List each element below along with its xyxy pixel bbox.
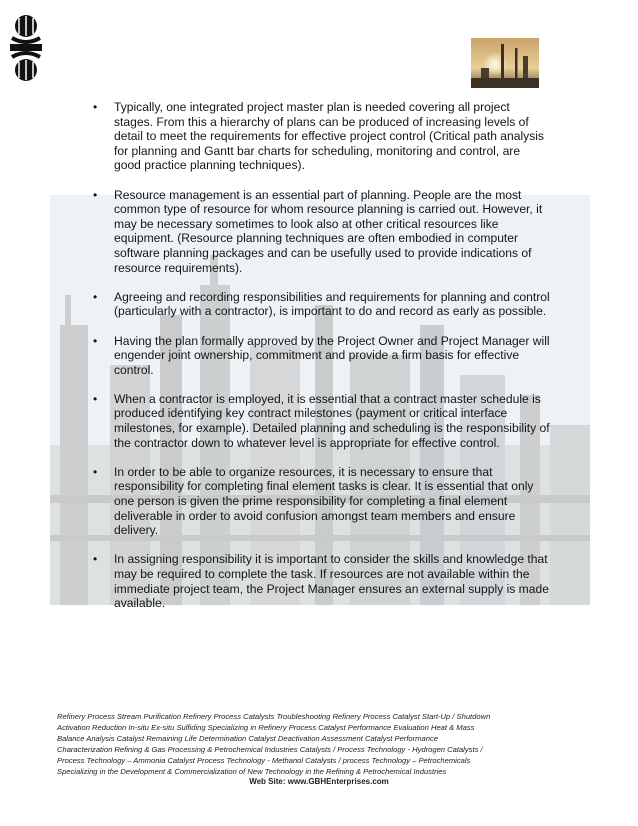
list-item: • Resource management is an essential part of planning. People are the most common type of resource for whom resource planning is carried out. However, it may be necessary sometimes to look also at other critical resources like equipment. (Resource planning techniques are often embodied in computer software planning packages and can be usefully used to provide indications of resource requirements). xyxy=(93,187,543,275)
footer-services-text: Refinery Process Stream Purification Refinery Process Catalysts Troubleshooting Refinery Process Catalyst Start-Up / Shutdown Activation Reduction In-situ Ex-situ Sulfiding Specializing in Refinery Process Catalyst Performance Evaluation Heat & Mass Balance Analysis Catalyst Remaining Life Determination Catalyst Deactivation Assessment Catalyst Performance Characterization Refining & Gas Processing & Petrochemical Industries Catalysts / Process Technology - Hydrogen Catalysts / Process Technology – Ammonia Catalyst Process Technology - Methanol Catalysts / process Technology – Petrochemicals Specializing in the Development & Commercialization of New Technology in the Refining & Petrochemical Industries xyxy=(57,712,491,776)
refinery-photo xyxy=(471,38,539,88)
bullet-text: Typically, one integrated project master plan is needed covering all project stages. From this a hierarchy of plans can be produced of increasing levels of detail to meet the requirements for effective project control (Critical path analysis for planning and Gantt bar charts for scheduling, monitoring and control, are good practice planning techniques). xyxy=(114,100,544,173)
list-item: • Having the plan formally approved by the Project Owner and Project Manager will engender joint ownership, commitment and provide a firm basis for effective control. xyxy=(93,333,550,377)
list-item: • In assigning responsibility it is important to consider the skills and knowledge that may be required to complete the task. If resources are not available within the immediate project team, the Project Manager ensures an external supply is made available. xyxy=(93,552,549,611)
bullet-text: Agreeing and recording responsibilities and requirements for planning and control (particularly with a contractor), is important to do and record as early as possible. xyxy=(114,289,550,319)
list-item: • Typically, one integrated project master plan is needed covering all project stages. From this a hierarchy of plans can be produced of increasing levels of detail to meet the requirements for effective project control (Critical path analysis for planning and Gantt bar charts for scheduling, monitoring and control, are good practice planning techniques). xyxy=(93,100,544,173)
gbh-logo xyxy=(8,14,44,82)
bullet-text: In order to be able to organize resources, it is necessary to ensure that responsibility for completing final element tasks is clear. It is essential that only one person is given the prime responsibility for completing a final element deliverable in order to avoid confusion amongst team members and ensure delivery. xyxy=(114,464,534,538)
list-item: • In order to be able to organize resources, it is necessary to ensure that responsibility for completing final element tasks is clear. It is essential that only one person is given the prime responsibility for completing a final element deliverable in order to avoid confusion amongst team members and ensure delivery. xyxy=(93,464,534,538)
bullet-text: In assigning responsibility it is important to consider the skills and knowledge that may be required to complete the task. If resources are not available within the immediate project team, the Project Manager ensures an external supply is made available. xyxy=(114,552,549,611)
list-item: • When a contractor is employed, it is essential that a contract master schedule is produced identifying key contract milestones (payment or critical interface milestones, for example). Detailed planning and scheduling is the responsibility of the contractor down to whatever level is appropriate for effective control. xyxy=(93,391,550,450)
bullet-text: When a contractor is employed, it is essential that a contract master schedule is produced identifying key contract milestones (payment or critical interface milestones, for example). Detailed planning and scheduling is the responsibility of the contractor down to whatever level is appropriate for effective control. xyxy=(114,391,550,450)
bullet-text: Having the plan formally approved by the Project Owner and Project Manager will engender joint ownership, commitment and provide a firm basis for effective control. xyxy=(114,333,550,377)
bullet-text: Resource management is an essential part of planning. People are the most common type of resource for whom resource planning is carried out. However, it may be necessary sometimes to look also at other critical resources like equipment. (Resource planning techniques are often embodied in computer software planning packages and can be usefully used to provide indications of resource requirements). xyxy=(114,187,543,275)
list-item: • Agreeing and recording responsibilities and requirements for planning and control (particularly with a contractor), is important to do and record as early as possible. xyxy=(93,289,550,319)
footer-website[interactable]: Web Site: www.GBHEnterprises.com xyxy=(249,777,389,786)
bullet-list xyxy=(90,100,550,625)
